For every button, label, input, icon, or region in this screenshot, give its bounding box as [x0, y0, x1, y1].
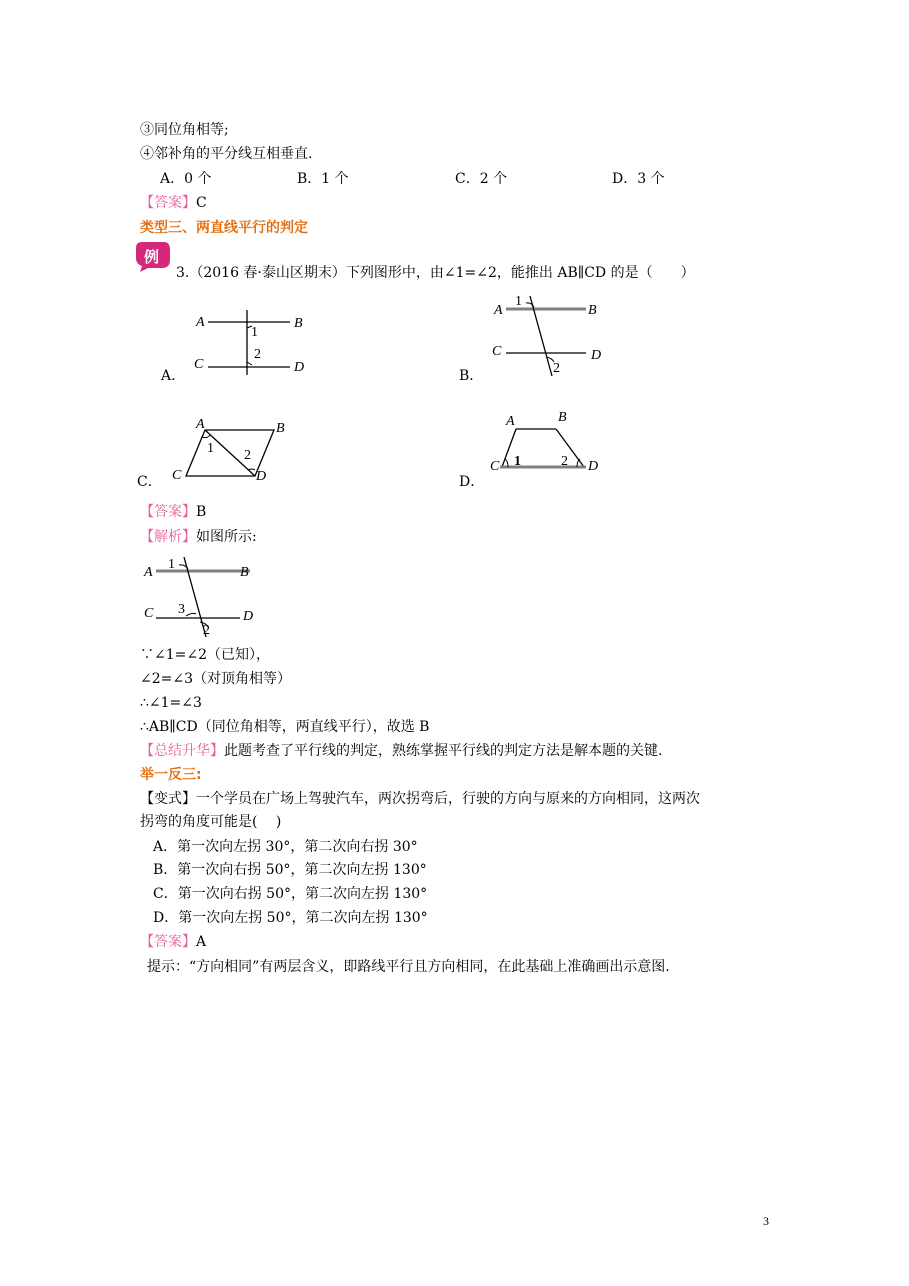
- practice-option-d: D．第一次向左拐 50°，第二次向左拐 130°: [153, 910, 428, 926]
- example-badge-text: 例: [144, 248, 160, 266]
- step-1: ∵∠1=∠2（已知），: [140, 647, 271, 663]
- fig-b-label-b: B: [588, 303, 597, 318]
- option-b-label: B．: [459, 368, 484, 384]
- analysis-label-c: C: [144, 606, 154, 621]
- fig-b-angle-2: 2: [553, 361, 560, 376]
- fig-c-label-c: C: [172, 468, 182, 483]
- fig-c-label-d: D: [256, 469, 267, 484]
- fig-c-angle-2: 2: [244, 448, 251, 463]
- analysis-angle-3: 3: [178, 602, 185, 617]
- fig-d-label-d: D: [588, 459, 599, 474]
- fig-a-label-c: C: [194, 357, 204, 372]
- answer-tag: 【答案】: [140, 934, 196, 950]
- variant-line-1: [140, 789, 700, 809]
- option-d-label: D．: [459, 474, 485, 490]
- fig-d-angle-2: 2: [561, 454, 568, 469]
- practice-option-b: B．第一次向右拐 50°，第二次向左拐 130°: [153, 862, 427, 878]
- option-a-label: A．: [161, 368, 186, 384]
- section-title: 类型三、两直线平行的判定: [140, 220, 308, 236]
- top-option-a: A．0 个: [160, 171, 212, 187]
- answer-value: B: [196, 504, 207, 520]
- fig-b-label-c: C: [492, 344, 502, 359]
- analysis-angle-2: 2: [203, 623, 210, 638]
- analysis-figure: [140, 552, 270, 642]
- summary-tag: 【总结升华】: [140, 743, 224, 759]
- analysis-tag: 【解析】: [140, 529, 196, 545]
- practice-answer: [140, 932, 206, 952]
- fig-a-angle-1: 1: [251, 325, 258, 340]
- fig-a-label-a: A: [196, 315, 205, 330]
- practice-option-c: C．第一次向右拐 50°，第二次向左拐 130°: [153, 886, 428, 902]
- answer-value: A: [196, 934, 207, 950]
- summary-text: 此题考查了平行线的判定，熟练掌握平行线的判定方法是解本题的关键.: [224, 743, 663, 759]
- figure-d: [486, 405, 616, 480]
- practice-option-a: A．第一次向左拐 30°，第二次向右拐 30°: [153, 839, 418, 855]
- top-option-d: D．3 个: [612, 171, 665, 187]
- variant-tag: 【变式】: [140, 791, 196, 807]
- analysis-label-b: B: [240, 565, 249, 580]
- fig-a-label-d: D: [294, 360, 305, 375]
- top-answer: [140, 193, 207, 213]
- summary: [140, 741, 662, 761]
- step-2: ∠2=∠3（对顶角相等）: [140, 671, 292, 687]
- fig-a-label-b: B: [294, 316, 303, 331]
- figure-b: [488, 288, 618, 383]
- answer-value: C: [196, 195, 207, 211]
- fig-d-angle-1: 1: [514, 454, 521, 469]
- top-option-c: C．2 个: [455, 171, 508, 187]
- figure-c: [170, 412, 300, 487]
- fig-c-angle-1: 1: [207, 441, 214, 456]
- step-4: ∴AB∥CD（同位角相等，两直线平行），故选 B: [140, 719, 430, 735]
- answer-tag: 【答案】: [140, 504, 196, 520]
- example-badge-icon: [134, 238, 174, 274]
- step-3: ∴∠1=∠3: [140, 695, 202, 711]
- fig-c-label-a: A: [196, 417, 205, 432]
- example-analysis: [140, 527, 257, 547]
- answer-tag: 【答案】: [140, 195, 196, 211]
- variant-text-1: 一个学员在广场上驾驶汽车，两次拐弯后，行驶的方向与原来的方向相同，这两次: [196, 791, 700, 807]
- page-number: 3: [763, 1214, 769, 1228]
- practice-hint: 提示：“方向相同”有两层含义，即路线平行且方向相同，在此基础上准确画出示意图.: [147, 959, 670, 975]
- top-option-b: B．1 个: [297, 171, 349, 187]
- analysis-text: 如图所示:: [196, 529, 257, 545]
- option-c-label: C．: [137, 474, 162, 490]
- fig-b-label-a: A: [494, 303, 503, 318]
- fig-d-label-a: A: [506, 414, 515, 429]
- fig-b-label-d: D: [591, 348, 602, 363]
- practice-title: 举一反三:: [140, 767, 202, 783]
- figure-a: [190, 305, 320, 380]
- analysis-label-a: A: [144, 565, 153, 580]
- example-question: 3.（2016 春·泰山区期末）下列图形中，由∠1=∠2，能推出 AB∥CD 的是（ ）: [176, 265, 695, 281]
- analysis-label-d: D: [243, 609, 254, 624]
- item-3: ③同位角相等;: [140, 122, 229, 138]
- analysis-angle-1: 1: [168, 557, 175, 572]
- fig-c-label-b: B: [276, 421, 285, 436]
- example-answer: [140, 502, 206, 522]
- fig-b-angle-1: 1: [515, 294, 522, 309]
- fig-d-label-c: C: [490, 459, 500, 474]
- item-4: ④邻补角的平分线互相垂直.: [140, 146, 313, 162]
- variant-line-2: 拐弯的角度可能是( ): [140, 814, 282, 830]
- fig-a-angle-2: 2: [254, 347, 261, 362]
- fig-d-label-b: B: [558, 410, 567, 425]
